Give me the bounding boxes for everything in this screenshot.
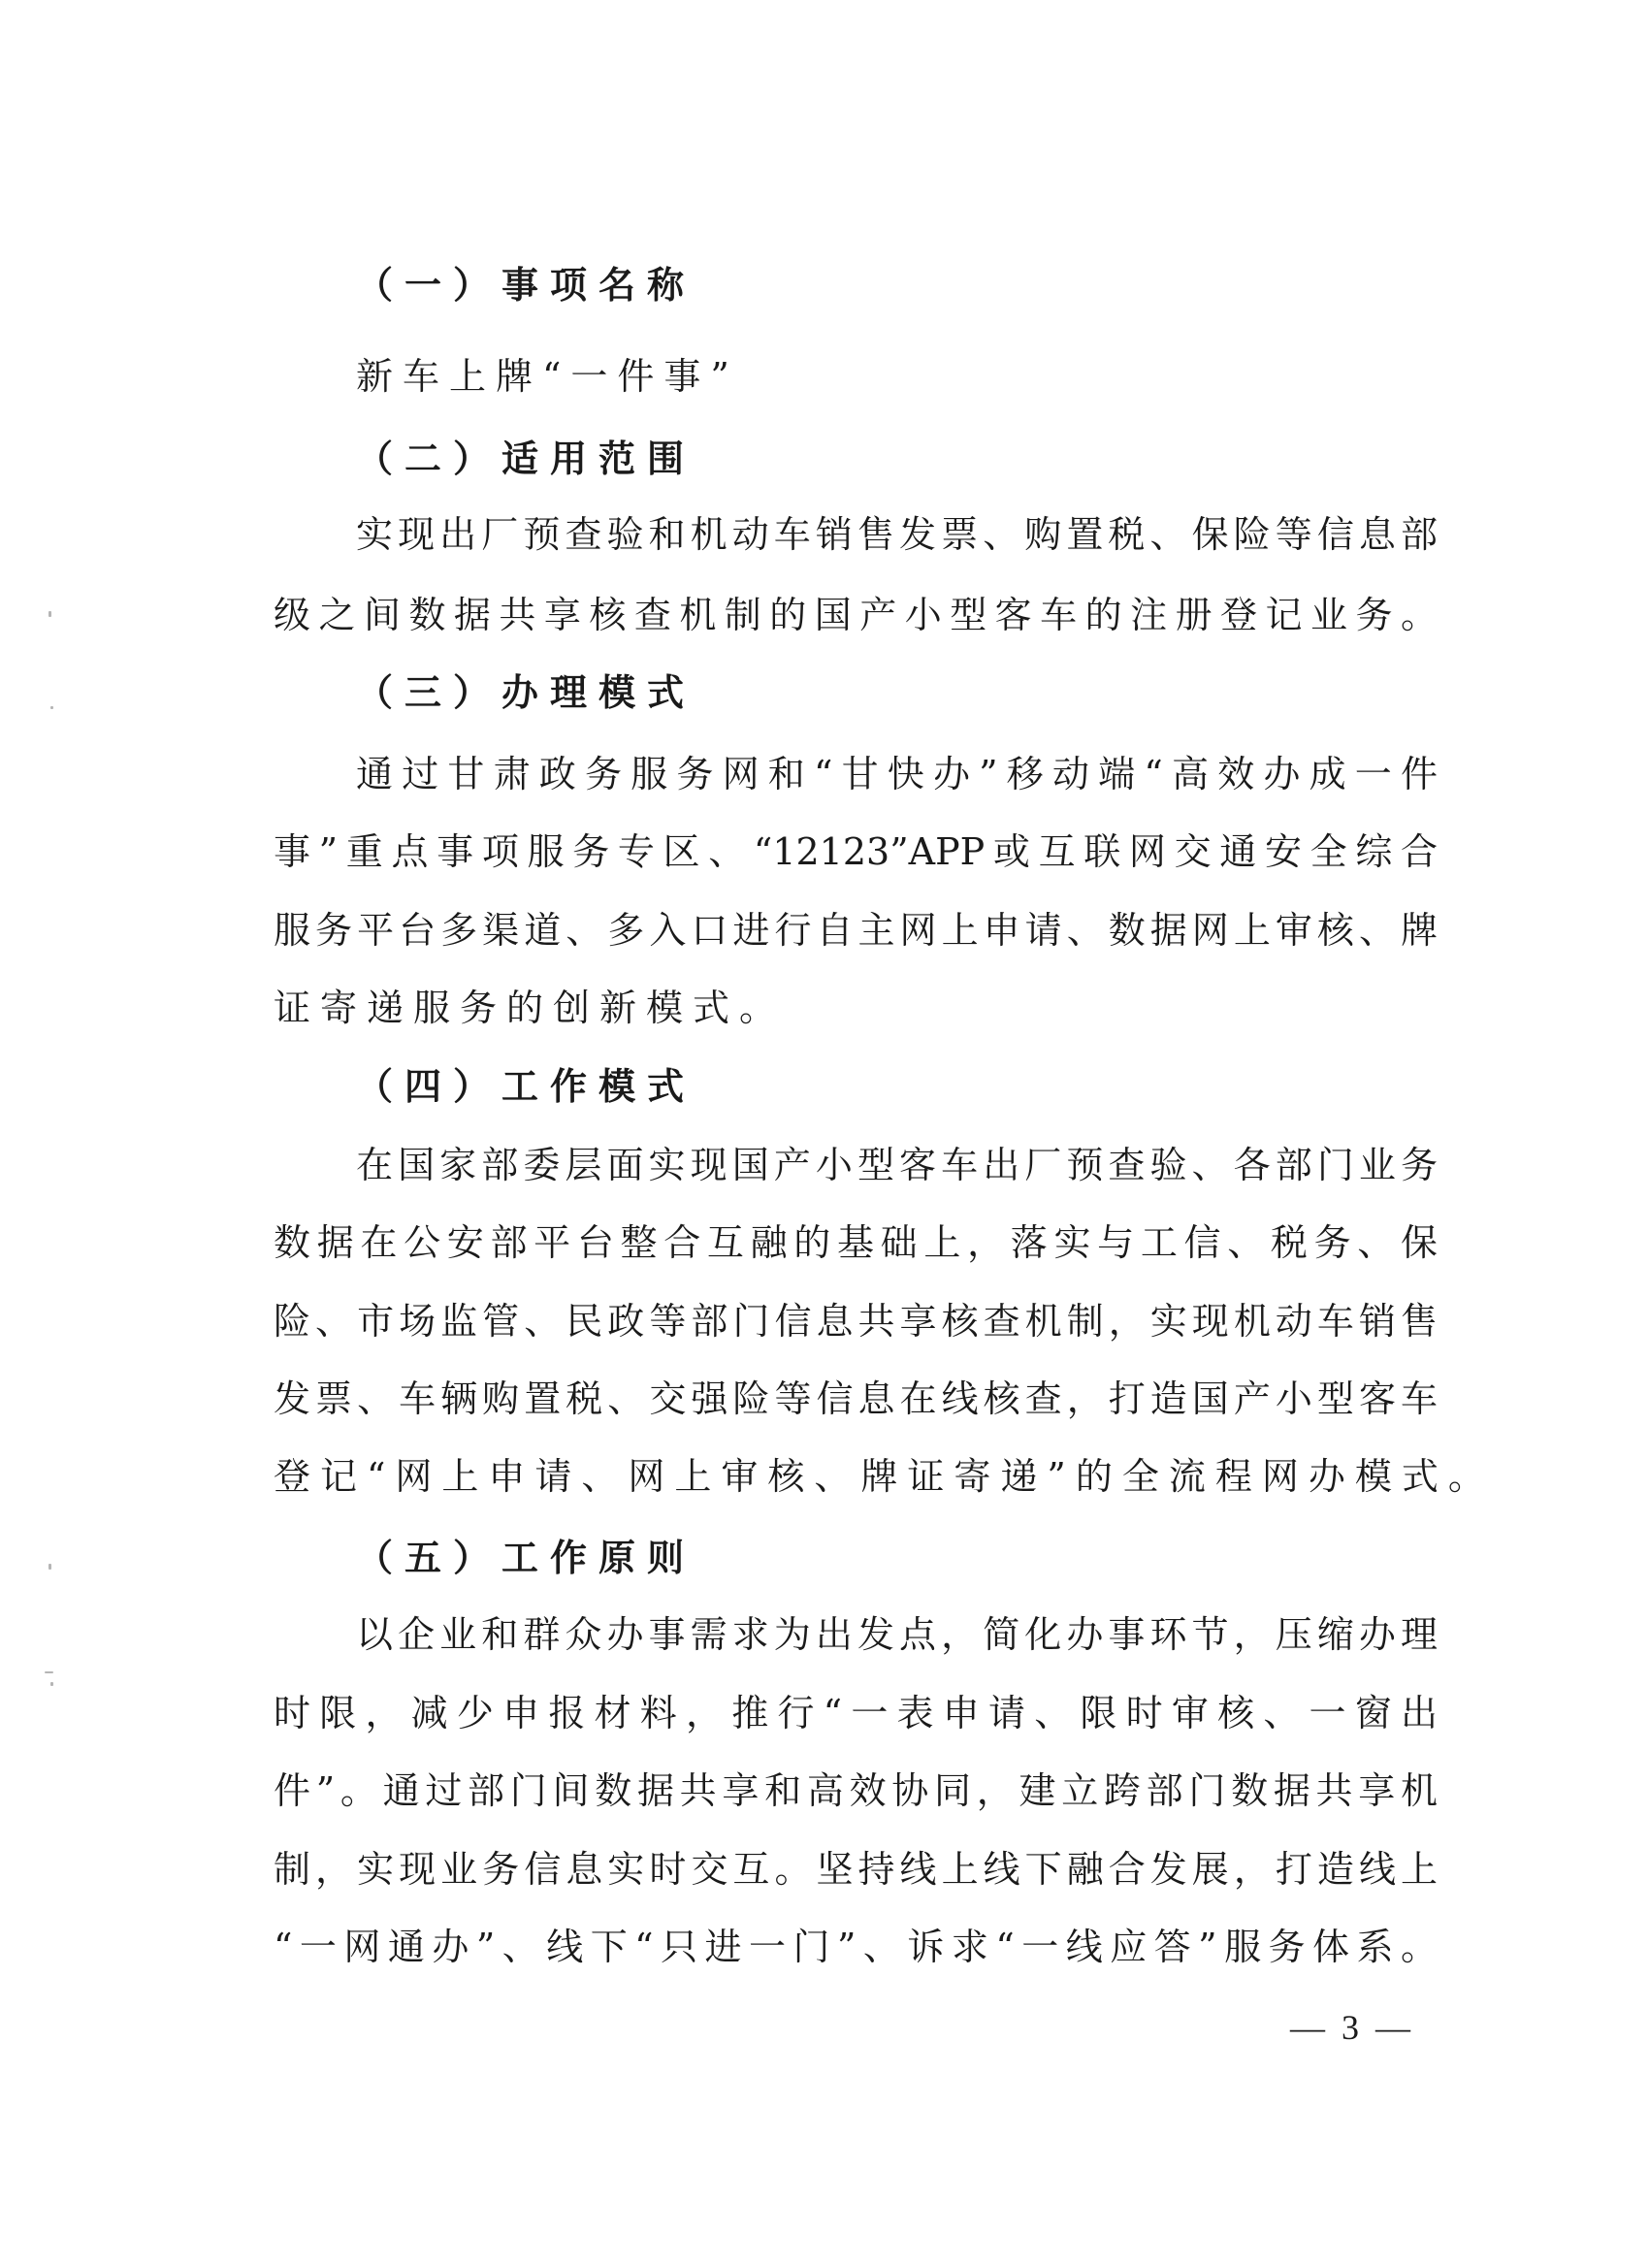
paragraph-line: 时限，减少申报材料，推行“一表申请、限时审核、一窗出 <box>274 1692 1438 1734</box>
scan-speck <box>45 1671 53 1673</box>
paragraph-line: 发票、车辆购置税、交强险等信息在线核查，打造国产小型客车 <box>274 1377 1438 1420</box>
section-heading-5: （五）工作原则 <box>356 1536 696 1579</box>
paragraph-line: 件”。通过部门间数据共享和高效协同，建立跨部门数据共享机 <box>274 1769 1438 1812</box>
scan-speck <box>50 706 53 709</box>
paragraph-line: 级之间数据共享核查机制的国产小型客车的注册登记业务。 <box>274 594 1438 636</box>
paragraph-line: 通过甘肃政务服务网和“甘快办”移动端“高效办成一件 <box>356 753 1438 795</box>
paragraph-line: 新车上牌“一件事” <box>356 355 739 398</box>
paragraph-line: 服务平台多渠道、多入口进行自主网上申请、数据网上审核、牌 <box>274 909 1438 952</box>
paragraph-line: 制，实现业务信息实时交互。坚持线上线下融合发展，打造线上 <box>274 1848 1438 1891</box>
scan-speck <box>48 1564 51 1570</box>
scan-speck <box>50 1682 53 1686</box>
section-heading-1: （一）事项名称 <box>356 263 696 307</box>
paragraph-line: 以企业和群众办事需求为出发点，简化办事环节，压缩办理 <box>356 1613 1438 1656</box>
paragraph-line: 在国家部委层面实现国产小型客车出厂预查验、各部门业务 <box>356 1144 1438 1186</box>
paragraph-line: 实现出厂预查验和机动车销售发票、购置税、保险等信息部 <box>356 513 1438 556</box>
paragraph-line: 登记“网上申请、网上审核、牌证寄递”的全流程网办模式。 <box>274 1455 1495 1498</box>
paragraph-line: 事”重点事项服务专区、“12123”APP或互联网交通安全综合 <box>274 830 1438 873</box>
section-heading-4: （四）工作模式 <box>356 1064 696 1108</box>
paragraph-line: 数据在公安部平台整合互融的基础上，落实与工信、税务、保 <box>274 1221 1438 1264</box>
section-heading-3: （三）办理模式 <box>356 670 696 714</box>
paragraph-line: “一网通办”、线下“只进一门”、诉求“一线应答”服务体系。 <box>274 1926 1438 1968</box>
paragraph-line: 证寄递服务的创新模式。 <box>274 987 787 1029</box>
section-heading-2: （二）适用范围 <box>356 437 696 480</box>
scan-speck <box>48 611 51 617</box>
paragraph-line: 险、市场监管、民政等部门信息共享核查机制，实现机动车销售 <box>274 1300 1438 1343</box>
page-number: — 3 — <box>1290 2008 1414 2047</box>
